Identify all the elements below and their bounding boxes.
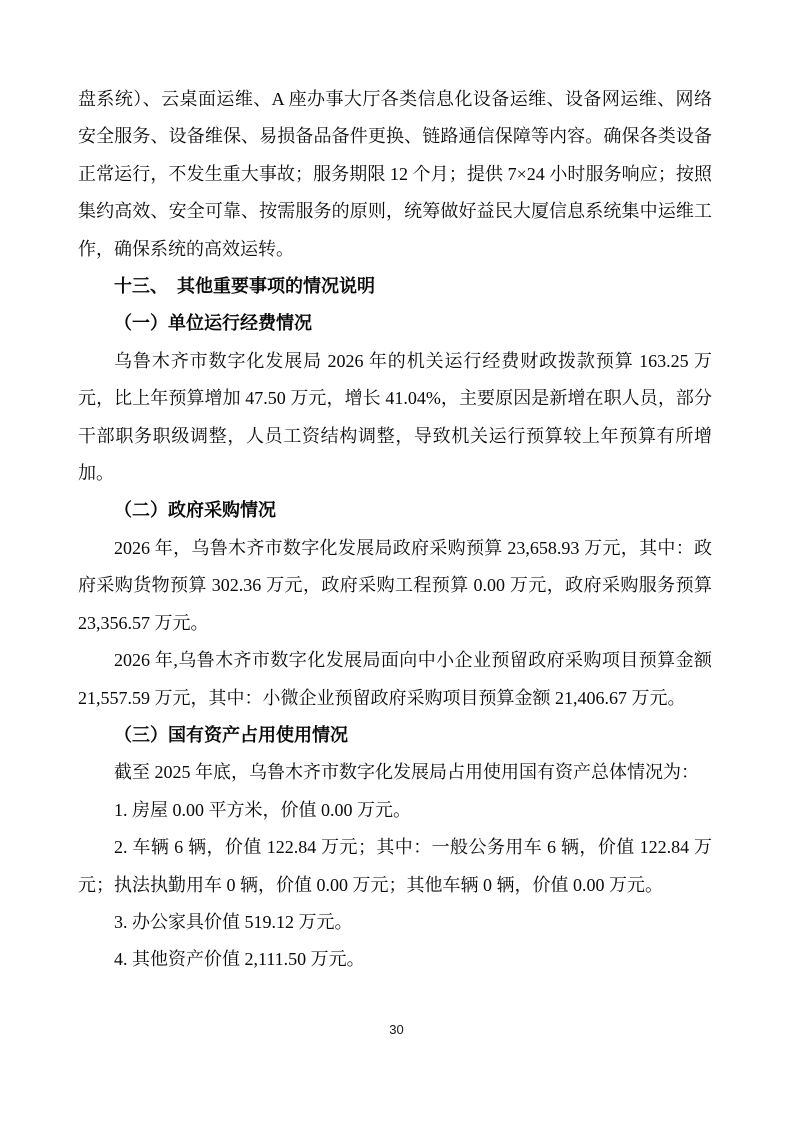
- page-number: 30: [389, 1022, 404, 1037]
- para-asset-housing: 1. 房屋 0.00 平方米，价值 0.00 万元。: [114, 799, 411, 820]
- para-asset-vehicles: 2. 车辆 6 辆，价值 122.84 万元；其中：一般公务用车 6 辆，价值 122.84 万元；执法执勤用车 0 辆，价值 0.00 万元；其他车辆 0 辆，价值 0.00 万元。: [78, 837, 712, 895]
- para-state-assets-overview: 截至 2025 年底，乌鲁木齐市数字化发展局占用使用国有资产总体情况为：: [114, 762, 699, 783]
- para-asset-furniture: 3. 办公家具价值 519.12 万元。: [114, 911, 353, 932]
- para-sme-reserved-procurement: 2026 年,乌鲁木齐市数字化发展局面向中小企业预留政府采购项目预算金额 21,557.59 万元，其中：小微企业预留政府采购项目预算金额 21,406.67 万元。: [78, 650, 712, 708]
- document-body: [78, 81, 712, 979]
- heading-13-3-state-assets: （三）国有资产占用使用情况: [114, 724, 348, 745]
- heading-13-1-operating-expenses: （一）单位运行经费情况: [114, 313, 312, 334]
- para-operating-expenses: 乌鲁木齐市数字化发展局 2026 年的机关运行经费财政拨款预算 163.25 万元，比上年预算增加 47.50 万元，增长 41.04%，主要原因是新增在职人员，部分干部职务职级调整，人员工资结构调整，导致机关运行预算较上年预算有所增加。: [78, 350, 712, 484]
- heading-section-13: 十三、 其他重要事项的情况说明: [114, 276, 375, 297]
- para-gov-procurement-budget: 2026 年，乌鲁木齐市数字化发展局政府采购预算 23,658.93 万元，其中：政府采购货物预算 302.36 万元，政府采购工程预算 0.00 万元，政府采购服务预算 23,356.57 万元。: [78, 537, 712, 633]
- para-it-maintenance-continuation: 盘系统）、云桌面运维、A 座办事大厅各类信息化设备运维、设备网运维、网络安全服务、设备维保、易损备品备件更换、链路通信保障等内容。确保各类设备正常运行，不发生重大事故；服务期限 12 个月；提供 7×24 小时服务响应；按照集约高效、安全可靠、按需服务的原则，统筹做好益民大厦信息系统集中运维工作，确保系统的高效运转。: [78, 89, 712, 259]
- para-asset-other: 4. 其他资产价值 2,111.50 万元。: [114, 949, 365, 970]
- heading-13-2-gov-procurement: （二）政府采购情况: [114, 500, 276, 521]
